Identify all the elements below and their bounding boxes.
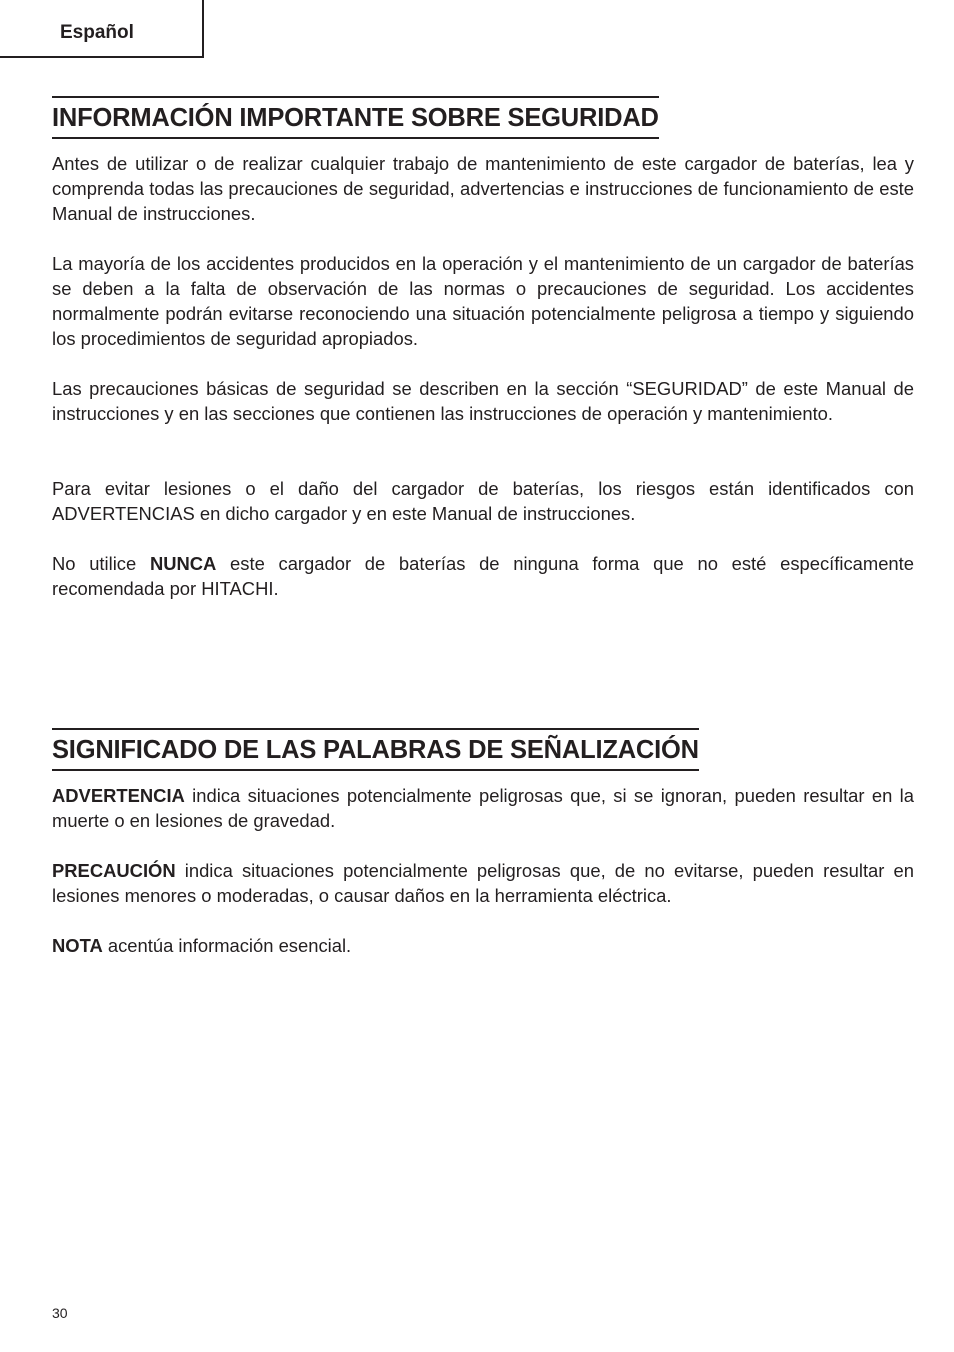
- safety-paragraph-4: Para evitar lesiones o el daño del cargador de baterías, los riesgos están identificados con ADVERTENCIAS en dicho cargador y en este Manual de instrucciones.: [52, 478, 914, 524]
- warning-term: ADVERTENCIA: [52, 785, 185, 806]
- safety-paragraph-3: Las precauciones básicas de seguridad se describen en la sección “SEGURIDAD” de este Manual de instrucciones y en las secciones que contienen las instrucciones de operación y mantenimiento.: [52, 378, 914, 424]
- warning-definition: [52, 783, 914, 833]
- note-term: NOTA: [52, 935, 103, 956]
- caution-text: indica situaciones potencialmente peligrosas que, de no evitarse, pueden resultar en lesiones menores o moderadas, o causar daños en la herramienta eléctrica.: [52, 860, 914, 906]
- safety-paragraph-2: La mayoría de los accidentes producidos en la operación y el mantenimiento de un cargador de baterías se deben a la falta de observación de las normas o precauciones de seguridad. Los accidentes normalmente podrán evitarse reconociendo una situación potencialmente peligrosa a tiempo y siguiendo los procedimientos de seguridad apropiados.: [52, 253, 914, 349]
- safety-info-heading: INFORMACIÓN IMPORTANTE SOBRE SEGURIDAD: [52, 96, 659, 139]
- safety-paragraph-5: [52, 551, 914, 601]
- note-text: acentúa información esencial.: [102, 935, 352, 956]
- caution-term: PRECAUCIÓN: [52, 860, 176, 881]
- caution-definition: [52, 858, 914, 908]
- language-tab: [0, 0, 204, 58]
- never-emphasis: NUNCA: [149, 553, 217, 574]
- p5-text-after: este cargador de baterías de ninguna forma que no esté específicamente recomendada por HITACHI.: [52, 553, 915, 599]
- signal-words-heading: SIGNIFICADO DE LAS PALABRAS DE SEÑALIZACIÓN: [52, 728, 699, 771]
- safety-paragraph-1: Antes de utilizar o de realizar cualquier trabajo de mantenimiento de este cargador de baterías, lea y comprenda todas las precauciones de seguridad, advertencias e instrucciones de funcionamiento de este Manual de instrucciones.: [52, 153, 914, 224]
- note-definition: [52, 933, 914, 958]
- page-number: 30: [52, 1305, 68, 1321]
- p5-text-before: No utilice: [52, 553, 150, 574]
- warning-text: indica situaciones potencialmente peligrosas que, si se ignoran, pueden resultar en la muerte o en lesiones de gravedad.: [52, 785, 914, 831]
- language-label: Español: [60, 22, 134, 43]
